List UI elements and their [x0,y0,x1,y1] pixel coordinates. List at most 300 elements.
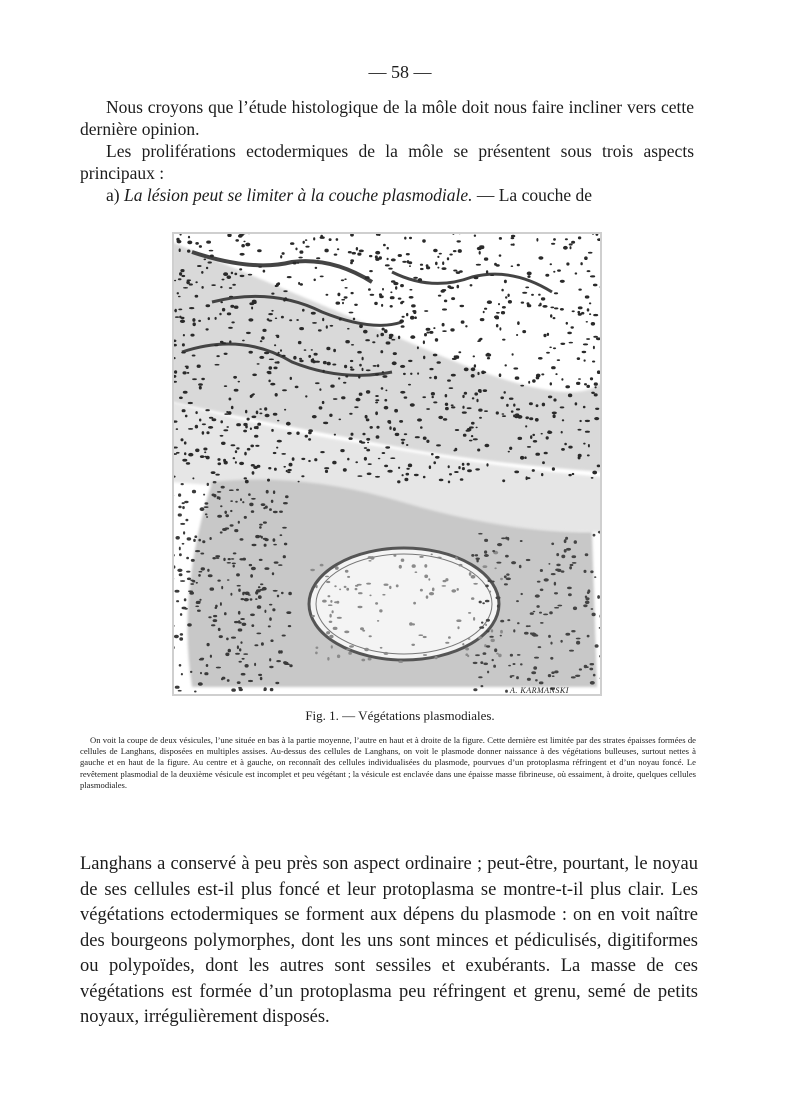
nucleus-dot [451,406,455,408]
nucleus-dot [273,511,278,513]
nucleus-dot [532,633,537,637]
nucleus-dot [182,502,185,504]
nucleus-dot [518,437,523,440]
nucleus-dot [398,298,402,300]
nucleus-dot [359,325,363,329]
nucleus-dot [231,558,234,560]
nucleus-dot [336,238,339,241]
nucleus-dot [484,308,487,310]
nucleus-dot [282,389,287,391]
nucleus-dot [268,320,272,322]
nucleus-dot [268,380,270,383]
nucleus-dot [252,471,255,475]
nucleus-dot [447,285,451,288]
nucleus-dot [251,307,253,310]
nucleus-dot [339,318,342,321]
nucleus-dot [474,235,476,237]
nucleus-dot [221,442,226,445]
nucleus-dot [235,239,239,242]
nucleus-dot [489,636,493,638]
nucleus-dot [557,269,561,271]
nucleus-dot [236,423,241,426]
nucleus-dot [229,489,234,491]
nucleus-dot [195,550,200,552]
nucleus-dot [498,654,502,658]
nucleus-dot [536,404,539,407]
nucleus-dot [326,581,330,583]
nucleus-dot [188,428,193,430]
nucleus-dot [433,461,436,464]
nucleus-dot [385,390,387,392]
nucleus-dot [176,536,180,540]
item-a-italic: La lésion peut se limiter à la couche plasmodiale. [123,185,473,205]
nucleus-dot [557,605,562,607]
nucleus-dot [553,398,556,401]
nucleus-dot [426,440,429,443]
nucleus-dot [198,539,201,542]
nucleus-dot [516,600,519,602]
nucleus-dot [197,365,201,368]
nucleus-dot [400,391,405,394]
nucleus-dot [220,341,224,343]
nucleus-dot [468,612,471,614]
nucleus-dot [508,665,511,667]
nucleus-dot [240,275,245,277]
nucleus-dot [499,254,502,256]
nucleus-dot [465,648,469,651]
nucleus-dot [316,257,320,259]
nucleus-dot [560,406,565,408]
nucleus-dot [270,383,275,386]
nucleus-dot [384,399,387,402]
nucleus-dot [398,336,400,340]
nucleus-dot [277,440,282,443]
nucleus-dot [465,325,467,327]
nucleus-dot [509,447,512,450]
nucleus-dot [287,471,290,473]
nucleus-dot [180,633,183,636]
nucleus-dot [450,328,454,331]
nucleus-dot [476,558,480,560]
nucleus-dot [572,562,577,564]
nucleus-dot [438,295,441,297]
nucleus-dot [192,355,196,357]
nucleus-dot [258,674,262,676]
nucleus-dot [480,661,483,664]
nucleus-dot [223,272,228,276]
nucleus-dot [487,353,490,355]
nucleus-dot [305,246,309,248]
nucleus-dot [261,642,264,646]
nucleus-dot [234,389,239,392]
nucleus-dot [550,382,552,385]
nucleus-dot [274,561,279,563]
nucleus-dot [206,304,211,307]
nucleus-dot [553,414,556,418]
nucleus-dot [209,417,213,419]
nucleus-dot [552,675,555,677]
nucleus-dot [348,652,352,655]
nucleus-dot [377,334,379,337]
nucleus-dot [215,607,218,609]
nucleus-dot [359,364,362,367]
nucleus-dot [190,334,194,337]
nucleus-dot [190,671,192,673]
nucleus-dot [339,589,341,591]
nucleus-dot [541,373,544,375]
nucleus-dot [293,356,296,360]
nucleus-dot [271,429,274,432]
nucleus-dot [449,387,454,389]
nucleus-dot [352,252,356,255]
nucleus-dot [366,438,370,441]
nucleus-dot [568,394,572,398]
nucleus-dot [588,252,593,254]
nucleus-dot [329,614,331,618]
nucleus-dot [347,458,349,461]
nucleus-dot [351,292,354,294]
nucleus-dot [404,237,406,240]
nucleus-dot [521,593,523,595]
nucleus-dot [511,561,516,564]
nucleus-dot [369,270,373,272]
nucleus-dot [578,306,583,309]
nucleus-dot [549,347,552,349]
nucleus-dot [263,521,267,523]
nucleus-dot [532,379,536,382]
nucleus-dot [318,329,322,331]
nucleus-dot [597,465,601,468]
nucleus-dot [208,574,213,577]
nucleus-dot [579,420,581,422]
nucleus-dot [496,264,500,267]
nucleus-dot [308,429,313,432]
nucleus-dot [420,264,423,266]
nucleus-dot [534,657,539,659]
nucleus-dot [226,638,229,641]
nucleus-dot [220,420,223,423]
nucleus-dot [483,565,488,568]
nucleus-dot [384,584,389,586]
nucleus-dot [531,671,536,674]
nucleus-dot [257,423,261,426]
nucleus-dot [593,314,598,316]
nucleus-dot [437,256,439,258]
nucleus-dot [181,673,183,675]
nucleus-dot [414,474,419,476]
nucleus-dot [196,601,201,603]
nucleus-dot [505,555,509,558]
nucleus-dot [188,453,193,457]
nucleus-dot [250,427,252,430]
nucleus-dot [187,372,189,374]
nucleus-dot [264,407,267,410]
nucleus-dot [235,461,237,464]
nucleus-dot [481,371,485,375]
nucleus-dot [187,578,191,581]
nucleus-dot [420,589,423,592]
nucleus-dot [274,344,276,346]
nucleus-dot [409,289,412,291]
nucleus-dot [511,235,515,238]
nucleus-dot [195,606,199,608]
nucleus-dot [333,349,336,352]
nucleus-dot [248,493,251,496]
nucleus-dot [564,443,567,446]
nucleus-dot [333,627,338,630]
nucleus-dot [284,662,289,665]
nucleus-dot [492,659,494,661]
nucleus-dot [271,310,273,312]
nucleus-dot [295,248,297,251]
nucleus-dot [551,671,554,674]
nucleus-dot [344,365,347,368]
nucleus-dot [206,328,209,330]
nucleus-dot [520,385,524,387]
nucleus-dot [341,396,345,399]
nucleus-dot [261,336,265,340]
nucleus-dot [501,289,503,292]
nucleus-dot [181,483,184,485]
nucleus-dot [567,587,572,590]
nucleus-dot [431,392,435,396]
nucleus-dot [184,598,187,601]
nucleus-dot [343,382,346,384]
nucleus-dot [361,442,366,444]
nucleus-dot [181,352,186,354]
nucleus-dot [329,635,333,639]
nucleus-dot [504,575,507,578]
nucleus-dot [183,531,185,534]
nucleus-dot [570,246,572,249]
nucleus-dot [590,570,593,573]
nucleus-dot [502,339,505,341]
nucleus-dot [437,361,441,364]
nucleus-dot [179,547,181,551]
nucleus-dot [390,457,395,459]
nucleus-dot [574,540,577,544]
nucleus-dot [237,681,241,684]
nucleus-dot [471,597,474,600]
nucleus-dot [516,676,519,679]
paragraph-1: Nous croyons que l’étude histologique de la môle doit nous faire incliner vers cette dernière opinion. [80,97,694,139]
nucleus-dot [572,310,575,312]
nucleus-dot [462,643,464,646]
nucleus-dot [423,340,425,344]
nucleus-dot [486,630,489,632]
nucleus-dot [334,434,336,436]
nucleus-dot [537,581,541,583]
nucleus-dot [569,342,573,344]
nucleus-dot [357,253,361,256]
nucleus-dot [550,314,552,317]
nucleus-dot [376,426,379,429]
nucleus-dot [504,583,508,585]
nucleus-dot [222,308,225,312]
nucleus-dot [432,396,434,398]
item-a [80,184,694,206]
nucleus-dot [382,328,385,331]
nucleus-dot [315,382,320,384]
nucleus-dot [243,241,245,243]
nucleus-dot [263,538,268,540]
nucleus-dot [398,254,402,257]
nucleus-dot [536,605,539,608]
nucleus-dot [240,498,242,501]
nucleus-dot [486,270,488,273]
nucleus-dot [568,474,571,476]
nucleus-dot [555,569,560,572]
nucleus-dot [409,622,413,626]
nucleus-dot [299,250,303,253]
nucleus-dot [583,443,585,445]
nucleus-dot [478,339,481,342]
nucleus-dot [389,426,391,430]
nucleus-dot [187,250,190,253]
nucleus-dot [278,564,282,566]
nucleus-dot [240,253,245,256]
nucleus-dot [529,402,533,405]
nucleus-dot [240,618,245,620]
nucleus-dot [365,415,368,419]
nucleus-dot [217,515,222,518]
nucleus-dot [187,623,192,626]
nucleus-dot [242,340,245,342]
nucleus-dot [295,386,299,389]
nucleus-dot [408,360,412,362]
nucleus-dot [497,604,500,607]
nucleus-dot [588,444,590,447]
nucleus-dot [483,389,487,392]
nucleus-dot [334,585,336,587]
nucleus-dot [175,316,179,318]
nucleus-dot [519,565,522,569]
nucleus-dot [220,531,223,533]
nucleus-dot [249,503,253,507]
nucleus-dot [517,622,520,624]
nucleus-dot [471,554,474,557]
nucleus-dot [538,294,541,296]
nucleus-dot [439,479,444,482]
nucleus-dot [342,302,344,305]
nucleus-dot [417,372,419,374]
nucleus-dot [479,417,482,419]
nucleus-dot [587,308,590,311]
nucleus-dot [442,289,447,291]
nucleus-dot [320,236,325,239]
nucleus-dot [332,364,336,366]
nucleus-dot [565,385,570,388]
nucleus-dot [357,475,362,477]
nucleus-dot [183,287,188,289]
nucleus-dot [314,353,318,356]
nucleus-dot [272,572,274,575]
nucleus-dot [512,353,514,355]
histology-illustration [172,232,602,696]
nucleus-dot [398,467,400,469]
nucleus-dot [595,408,599,410]
nucleus-dot [239,462,244,465]
nucleus-dot [500,396,504,399]
nucleus-dot [229,398,232,401]
nucleus-dot [478,389,482,392]
nucleus-dot [370,426,373,429]
nucleus-dot [301,458,305,460]
nucleus-dot [413,311,416,315]
nucleus-dot [203,448,207,451]
nucleus-dot [280,349,282,352]
nucleus-dot [444,300,447,303]
nucleus-dot [478,636,482,639]
nucleus-dot [258,595,262,599]
nucleus-dot [474,276,479,279]
nucleus-dot [213,481,217,483]
nucleus-dot [393,427,396,431]
nucleus-dot [595,386,597,388]
nucleus-dot [219,635,223,638]
nucleus-dot [393,352,397,355]
nucleus-dot [239,661,242,663]
nucleus-dot [257,605,261,609]
paragraph-2: Les proliférations ectodermiques de la môle se présentent sous trois aspects principaux : [80,141,694,183]
nucleus-dot [546,352,550,354]
nucleus-dot [349,645,354,647]
nucleus-dot [357,351,362,354]
nucleus-dot [542,461,545,464]
nucleus-dot [494,648,497,652]
nucleus-dot [362,630,365,632]
nucleus-dot [432,588,435,592]
nucleus-dot [433,401,437,403]
nucleus-dot [473,583,478,585]
nucleus-dot [375,476,380,478]
nucleus-dot [269,366,273,369]
nucleus-dot [410,373,412,375]
nucleus-dot [541,297,545,300]
nucleus-dot [333,398,338,400]
nucleus-dot [280,255,282,258]
nucleus-dot [375,255,378,258]
nucleus-dot [290,242,294,245]
nucleus-dot [313,237,315,240]
nucleus-dot [575,272,578,274]
nucleus-dot [502,415,506,417]
nucleus-dot [561,448,565,451]
vesicle-outline [309,548,499,660]
nucleus-dot [473,688,477,691]
nucleus-dot [382,594,385,596]
nucleus-dot [232,284,236,286]
nucleus-dot [265,414,270,418]
nucleus-dot [217,497,221,499]
nucleus-dot [485,600,490,603]
nucleus-dot [423,636,427,638]
nucleus-dot [361,659,365,662]
nucleus-dot [374,302,378,305]
nucleus-dot [345,570,349,573]
nucleus-dot [426,408,430,410]
nucleus-dot [578,378,581,380]
nucleus-dot [368,288,371,291]
nucleus-dot [547,431,552,434]
nucleus-dot [221,586,223,589]
nucleus-dot [515,376,520,379]
nucleus-dot [382,375,387,378]
nucleus-dot [364,447,367,449]
nucleus-dot [176,600,179,602]
nucleus-dot [324,467,329,469]
nucleus-dot [204,672,208,675]
